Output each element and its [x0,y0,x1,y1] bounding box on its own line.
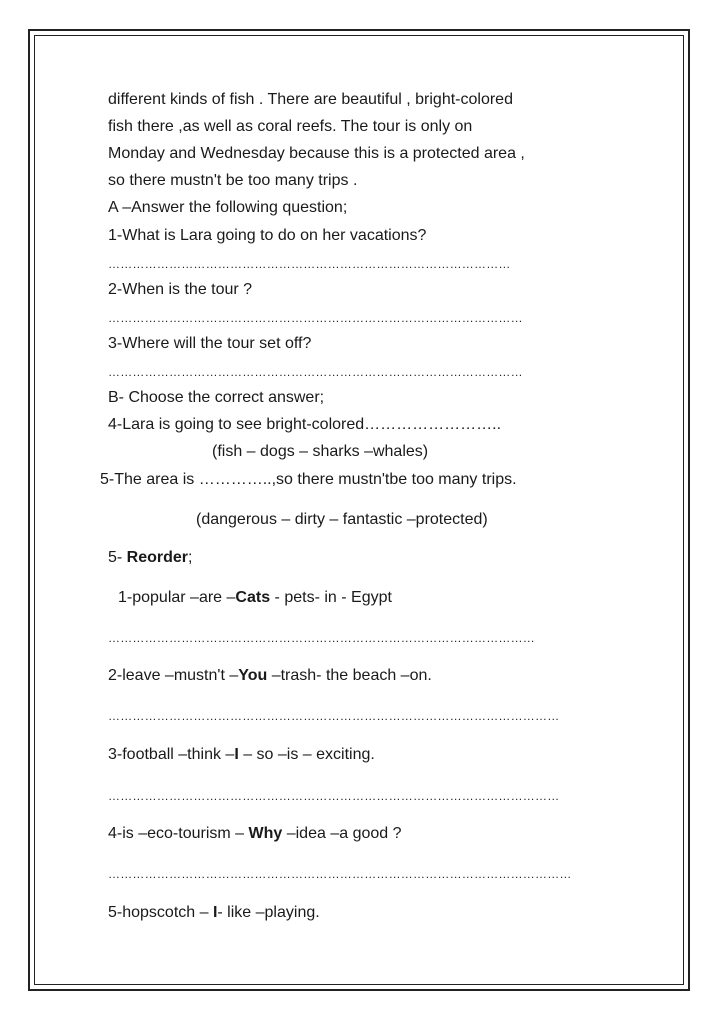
reorder-item-1 [118,588,392,608]
answer-line-2[interactable]: ………………………………………………………………………………………… [108,312,523,324]
reorder-heading-bold: Reorder [126,549,189,566]
question-3: 3-Where will the tour set off? [108,335,312,352]
reorder-item-5 [108,903,320,923]
reorder-item-pre: 2-leave –mustn't – [108,667,239,684]
reorder-item-bold: I [234,746,239,763]
reorder-item-bold: I [212,904,218,921]
reorder-item-post: – so –is – exciting. [238,746,375,763]
question-5: 5-The area is …………..,so there mustn'tbe too many trips. [100,471,517,488]
reorder-item-pre: 5-hopscotch – [108,904,213,921]
question-5-options: (dangerous – dirty – fantastic –protected) [196,511,488,528]
reorder-answer-line-1[interactable]: …………………………………………………………………………………………… [108,632,535,644]
question-2: 2-When is the tour ? [108,281,253,298]
section-b-heading: B- Choose the correct answer; [108,389,325,406]
answer-line-1[interactable]: ……………………………………………………………………………………… [108,258,511,270]
answer-line-3[interactable]: ………………………………………………………………………………………… [108,366,523,378]
reorder-heading-prefix: 5- [108,549,127,566]
reorder-item-pre: 3-football –think – [108,746,235,763]
reorder-item-4 [108,824,402,844]
reorder-item-post: –trash- the beach –on. [267,667,432,684]
passage-line: so there mustn't be too many trips . [108,172,358,189]
reorder-answer-line-3[interactable]: ………………………………………………………………………………………………… [108,790,560,802]
reorder-item-bold: Why [248,825,283,842]
reorder-heading-suffix: ; [188,549,193,566]
question-1: 1-What is Lara going to do on her vacations? [108,227,427,244]
reorder-item-bold: You [238,667,268,684]
reorder-item-pre: 1-popular –are – [118,589,236,606]
reorder-answer-line-2[interactable]: ………………………………………………………………………………………………… [108,710,560,722]
passage-line: Monday and Wednesday because this is a protected area , [108,145,525,162]
reorder-item-post: - pets- in - Egypt [270,589,392,606]
reorder-item-2 [108,666,432,686]
reorder-answer-line-4[interactable]: …………………………………………………………………………………………………… [108,868,572,880]
passage-line: fish there ,as well as coral reefs. The tour is only on [108,118,473,135]
reorder-item-post: - like –playing. [217,904,320,921]
section-a-heading: A –Answer the following question; [108,199,348,216]
reorder-heading [108,548,192,568]
question-4-options: (fish – dogs – sharks –whales) [212,443,429,460]
reorder-item-pre: 4-is –eco-tourism – [108,825,249,842]
reorder-item-bold: Cats [235,589,271,606]
reorder-item-post: –idea –a good ? [282,825,402,842]
reorder-item-3 [108,745,375,765]
passage-line: different kinds of fish . There are beautiful , bright-colored [108,91,513,108]
question-4: 4-Lara is going to see bright-colored…………………….. [108,416,502,433]
